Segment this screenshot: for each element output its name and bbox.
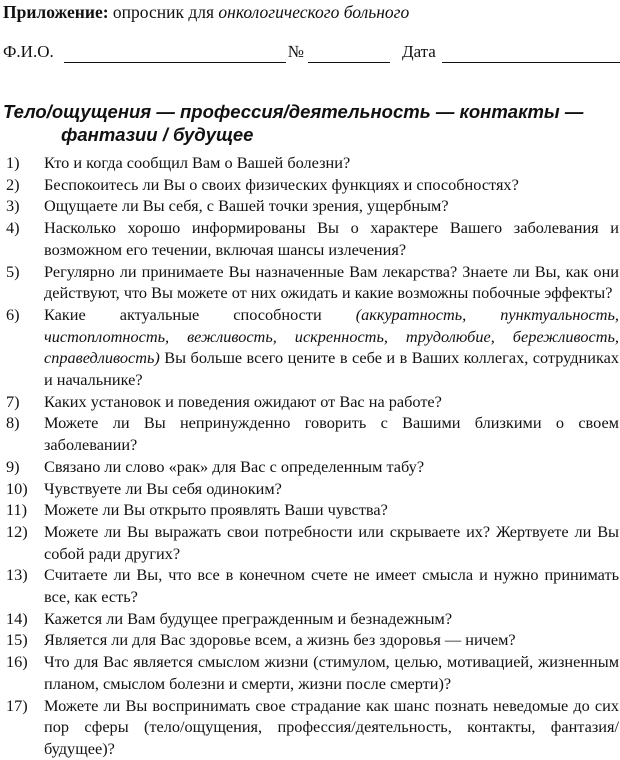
question-text: Считаете ли Вы, что все в конечном счете не имеет смысла и нужно принимать все, как есть? xyxy=(44,565,619,607)
section-heading-line1: Тело/ощущения — профессия/деятельность — контакты — xyxy=(3,101,584,122)
question-item xyxy=(0,391,619,413)
question-number: 5) xyxy=(6,261,20,281)
question-text: Можете ли Вы воспринимать свое страдание как шанс познать неведомые до сих пор сферы (тело/ощущения, профессия/деятельность, контакты, фантазия/будущее)? xyxy=(44,695,619,758)
question-item xyxy=(0,412,619,455)
question-item xyxy=(0,195,619,217)
date-label: Дата xyxy=(401,42,436,61)
question-item xyxy=(0,651,619,694)
question-number: 12) xyxy=(6,521,28,541)
question-number: 8) xyxy=(6,413,20,433)
question-list xyxy=(0,152,620,760)
question-item xyxy=(0,629,619,651)
question-text: Является ли для Вас здоровье всем, а жизнь без здоровья — ничем? xyxy=(44,630,516,650)
appendix-title xyxy=(3,1,409,23)
question-text: Кто и когда сообщил Вам о Вашей болезни? xyxy=(44,153,351,172)
question-text: Беспокоитесь ли Вы о своих физических функциях и способностях? xyxy=(44,174,519,194)
question-item xyxy=(0,217,619,260)
appendix-text: опросник для xyxy=(112,2,215,22)
question-text: Что для Вас является смыслом жизни (стимулом, целью, мотивацией, жизненным планом, смыслом болезни и смерти, жизни после смерти)? xyxy=(44,652,619,693)
question-item xyxy=(0,174,619,196)
question-text: Можете ли Вы открыто проявлять Ваши чувства? xyxy=(44,500,388,520)
fio-blank xyxy=(64,44,286,63)
question-number: 13) xyxy=(6,565,28,585)
number-label: № xyxy=(287,42,304,61)
question-text: Каких установок и поведения ожидают от Вас на работе? xyxy=(44,391,442,411)
question-item xyxy=(0,152,619,174)
question-item xyxy=(0,608,619,630)
question-item xyxy=(0,499,619,521)
fio-label: Ф.И.О. xyxy=(3,42,54,61)
question-text: Можете ли Вы непринужденно говорить с Вашими близкими о своем заболевании? xyxy=(44,413,619,455)
question-number: 4) xyxy=(6,218,20,238)
question-item xyxy=(0,695,619,760)
question-item xyxy=(0,521,619,564)
question-text: Регулярно ли принимаете Вы назначенные Вам лекарства? Знаете ли Вы, как они действуют, что Вы можете от них ожидать и какие возможны побочные эффекты? xyxy=(44,261,619,303)
question-number: 15) xyxy=(6,630,28,650)
question-text: Кажется ли Вам будущее прегражденным и безнадежным? xyxy=(44,608,453,628)
question-item xyxy=(0,478,619,500)
section-heading-line2: фантазии / будущее xyxy=(61,124,254,145)
question-number: 2) xyxy=(6,174,20,194)
question-number: 3) xyxy=(6,196,20,216)
question-number: 1) xyxy=(6,153,20,172)
question-number: 16) xyxy=(6,652,28,672)
question-number: 7) xyxy=(6,391,20,411)
question-text: Можете ли Вы выражать свои потребности или скрываете их? Жертвуете ли Вы собой ради других? xyxy=(44,521,619,563)
question-number: 14) xyxy=(6,608,28,628)
question-text: Чувствуете ли Вы себя одиноким? xyxy=(44,478,282,498)
appendix-label: Приложение: xyxy=(3,2,109,22)
question-item xyxy=(0,261,619,304)
question-text-after: Вы больше всего цените в себе и в Ваших коллегах, сотрудниках и начальнике? xyxy=(44,348,619,390)
question-item xyxy=(0,456,619,478)
question-text: Связано ли слово «рак» для Вас с определенным табу? xyxy=(44,456,425,476)
question-text: Ощущаете ли Вы себя, с Вашей точки зрения, ущербным? xyxy=(44,196,449,216)
question-number: 9) xyxy=(6,456,20,476)
question-text-italic: (аккуратность, пунктуальность, чистоплотность, вежливость, искренность, трудолюбие, бережливость, справедливость) xyxy=(44,304,619,368)
question-text: Какие актуальные способности xyxy=(44,304,356,324)
date-blank xyxy=(442,44,620,63)
patient-form-line xyxy=(3,41,617,63)
question-number: 6) xyxy=(6,304,20,324)
question-number: 17) xyxy=(6,695,28,715)
question-item xyxy=(0,304,619,391)
question-number: 11) xyxy=(6,500,28,520)
number-blank xyxy=(308,44,390,63)
question-text: Насколько хорошо информированы Вы о характере Вашего заболевания и возможном его течении, включая шансы излечения? xyxy=(44,218,619,259)
question-item xyxy=(0,564,619,607)
question-number: 10) xyxy=(6,478,28,498)
appendix-text-italic: онкологического больного xyxy=(218,2,410,22)
section-heading xyxy=(3,100,617,146)
